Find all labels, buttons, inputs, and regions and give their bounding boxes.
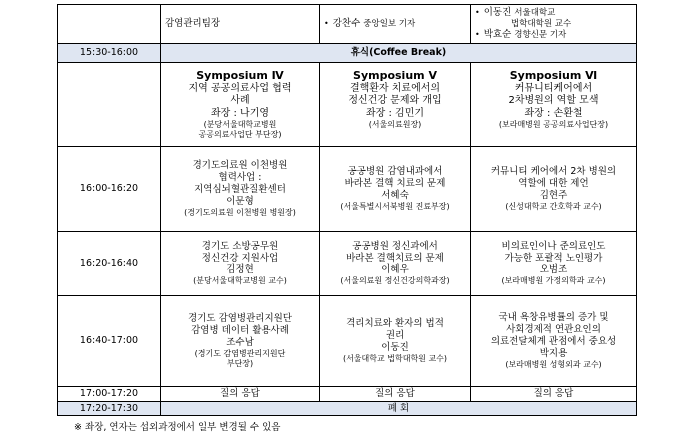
speaker-affil: (경기도의료원 이천병원 병원장): [184, 207, 296, 217]
symposium-title: Symposium Ⅴ: [353, 68, 437, 82]
speaker-affil: (보라매병원 성형외과 교수): [505, 359, 602, 369]
symposium-subtitle: 결핵환자 치료에서의: [349, 82, 441, 94]
symposium-subtitle: 2차병원의 역할 모색: [508, 95, 599, 107]
symposium-chair: 좌장 : 나기영: [210, 107, 270, 119]
bullet-icon: •: [475, 7, 480, 17]
talk-cell: [471, 147, 637, 232]
journalist-affil: 중앙일보 기자: [363, 19, 416, 30]
speaker-name: 이동진: [381, 341, 409, 353]
panel1-affil-2: 법학대학원 교수: [511, 18, 572, 29]
speaker-name: 이문형: [226, 195, 254, 207]
talk-line: 의료전달체계 관점에서 중요성: [490, 336, 617, 347]
break-time: 15:30-16:00: [58, 44, 161, 63]
talk-line: 경기도의료원 이천병원: [192, 160, 288, 172]
talk-cell: [471, 296, 637, 387]
speaker-affil: (서울의료원 정신건강의학과장): [340, 276, 450, 286]
talk-cell: [161, 147, 320, 232]
qa-cell: 질의 응답: [161, 387, 320, 402]
talk-cell: [320, 147, 471, 232]
talk-line: 공공병원 감염내과에서: [347, 166, 443, 178]
talk-cell: [471, 232, 637, 296]
top-row: [58, 5, 637, 44]
speaker-name: 서혜숙: [381, 189, 409, 201]
speaker-affil: (서울특별시서북병원 진료부장): [340, 201, 450, 211]
talk-line: 격리치료와 환자의 법적: [346, 318, 444, 330]
qa-cell: 질의 응답: [320, 387, 471, 402]
closing-time: 17:20-17:30: [58, 402, 161, 416]
talk-line: 바라본 결핵 치료의 문제: [344, 178, 446, 190]
top-chair-cell: [161, 5, 320, 44]
speaker-name: 이혜우: [381, 264, 409, 276]
symposium-title: Symposium Ⅳ: [196, 68, 284, 82]
talk-line: 사회경제적 연관요인의: [506, 324, 601, 336]
speaker-name: 오범조: [539, 264, 568, 276]
talk-line: 감염병 데이터 활용사례: [191, 325, 289, 337]
symposium-chair-affil: (보라매병원 공공의료사업단장): [498, 120, 609, 130]
talk-line: 공공병원 정신과에서: [352, 240, 438, 252]
top-chair: 감염관리팀장: [165, 18, 221, 30]
talk-line: 바라본 결핵치료의 문제: [346, 252, 444, 264]
top-empty-cell: [58, 5, 161, 44]
speaker-name: 박지용: [539, 347, 568, 359]
panel1-affil: 서울대학교: [514, 7, 556, 18]
speaker-affil: (서울대학교 법학대학원 교수): [342, 353, 448, 363]
break-label: 휴식(Coffee Break): [161, 44, 637, 63]
qa-time: 17:00-17:20: [58, 387, 161, 402]
session-row: [58, 296, 637, 387]
journalist-name: 강찬수: [332, 18, 361, 30]
closing-label: 폐 회: [161, 402, 637, 416]
program-table: [57, 4, 637, 416]
symposium-subtitle: 커뮤니티케어에서: [514, 82, 593, 94]
speaker-affil: (신성대학교 간호학과 교수): [505, 201, 602, 211]
session-time: 16:20-16:40: [58, 232, 161, 296]
talk-cell: [161, 232, 320, 296]
symposium-chair-affil: 공공의료사업단 부단장): [198, 130, 282, 140]
symposium-chair: 좌장 : 김민기: [365, 107, 425, 119]
speaker-affil: (경기도 감염병관리지원단: [194, 348, 286, 358]
symposium-subtitle: 사례: [230, 95, 250, 107]
speaker-name: 조수남: [226, 336, 254, 348]
speaker-affil: (보라매병원 가정의학과 교수): [501, 276, 606, 286]
footnote: ※ 좌장, 연자는 섭외과정에서 일부 변경될 수 있음: [74, 422, 281, 433]
session-time: 16:00-16:20: [58, 147, 161, 232]
speaker-affil-2: 부단장): [226, 358, 254, 368]
talk-line: 국내 욕창유병률의 증가 및: [498, 312, 609, 324]
speaker-affil: (분당서울대학교병원 교수): [193, 276, 287, 286]
talk-line: 경기도 감염병관리지원단: [188, 313, 292, 325]
talk-line: 협력사업 :: [218, 172, 262, 184]
bullet-icon: •: [324, 19, 329, 29]
qa-cell: 질의 응답: [471, 387, 637, 402]
symposium-title: Symposium Ⅵ: [509, 68, 598, 82]
qa-row: [58, 387, 637, 402]
symposium-6: [471, 63, 637, 147]
symposium-4: [161, 63, 320, 147]
symposium-5: [320, 63, 471, 147]
talk-line: 권리: [385, 330, 405, 342]
closing-row: [58, 402, 637, 416]
talk-line: 가능한 포괄적 노인평가: [504, 252, 603, 264]
symposium-chair: 좌장 : 손환철: [524, 107, 583, 119]
bullet-icon: •: [475, 30, 480, 40]
talk-cell: [320, 232, 471, 296]
talk-line: 비의료인이나 준의료인도: [501, 240, 606, 252]
talk-line: 지역심뇌혈관질환센터: [194, 184, 286, 195]
symposium-subtitle: 지역 공공의료사업 협력: [188, 82, 292, 94]
symposium-time-cell: [58, 63, 161, 147]
speaker-name: 김정현: [226, 264, 254, 276]
talk-line: 정신건강 지원사업: [201, 252, 279, 264]
panel2-name: 박효순: [483, 29, 512, 41]
talk-cell: [161, 296, 320, 387]
session-row: [58, 232, 637, 296]
symposium-chair-affil: (분당서울대학교병원: [203, 120, 277, 130]
speaker-name: 김현주: [539, 189, 568, 201]
symposium-subtitle: 정신건강 문제와 개입: [348, 95, 442, 107]
top-panel-cell: [471, 5, 637, 44]
symposium-row: [58, 63, 637, 147]
talk-cell: [320, 296, 471, 387]
panel2-affil: 경향신문 기자: [514, 30, 567, 41]
talk-line: 역할에 대한 제언: [518, 178, 589, 190]
break-row: [58, 44, 637, 63]
session-row: [58, 147, 637, 232]
talk-line: 경기도 소방공무원: [201, 240, 279, 252]
talk-line: 커뮤니티 케어에서 2차 병원의: [490, 166, 617, 178]
panel1-name: 이동진: [483, 6, 512, 18]
session-time: 16:40-17:00: [58, 296, 161, 387]
top-journalist-cell: [320, 5, 471, 44]
symposium-chair-affil: (서울의료원장): [368, 120, 422, 130]
